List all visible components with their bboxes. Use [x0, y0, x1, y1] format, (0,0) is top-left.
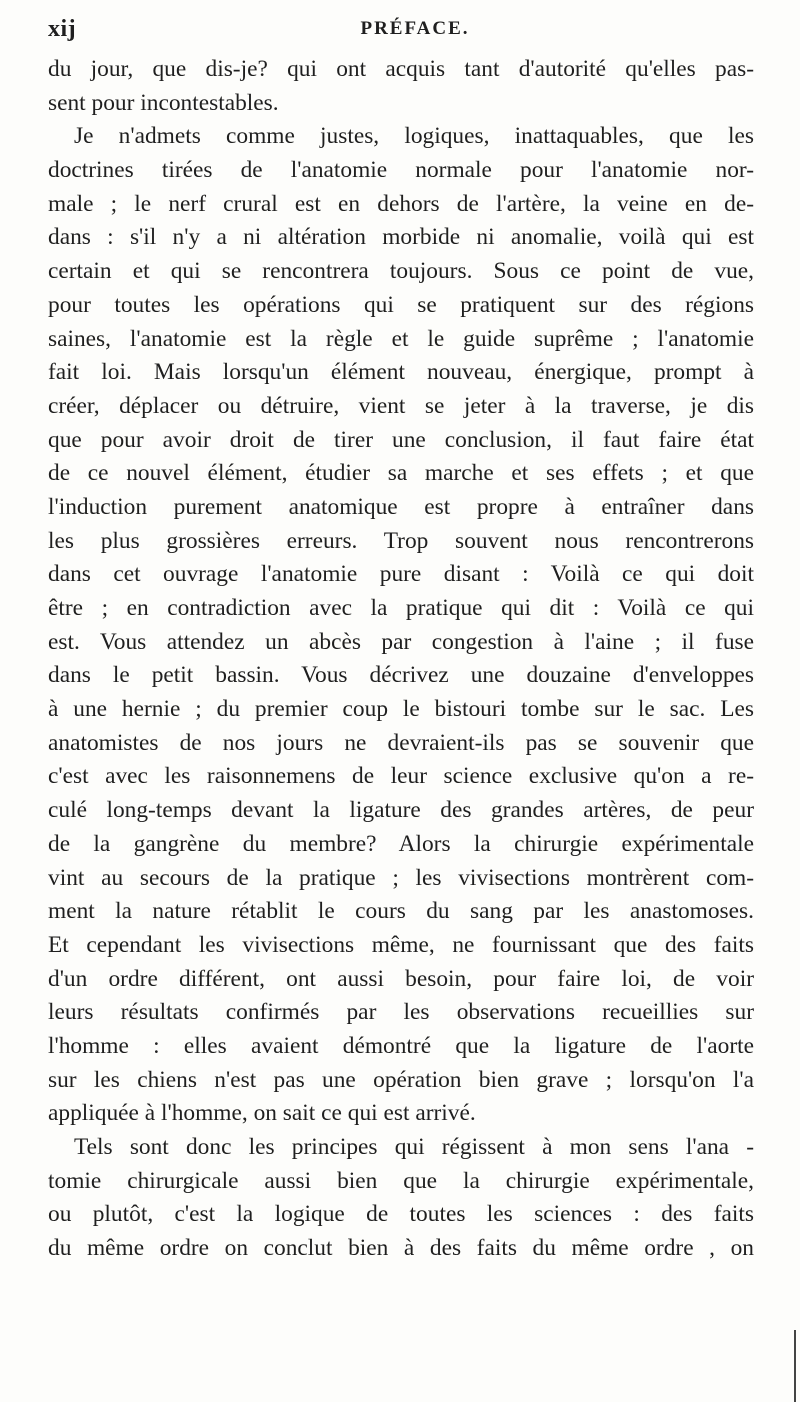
text-line: certain et qui se rencontrera toujours. Sous ce point de vue,	[48, 258, 754, 285]
text-line: dans cet ouvrage l'anatomie pure disant : Voilà ce qui doit	[48, 561, 754, 588]
page-number: xij	[48, 16, 77, 42]
page-header	[48, 16, 752, 52]
text-line: être ; en contradiction avec la pratique qui dit : Voilà ce qui	[48, 595, 754, 621]
text-line: doctrines tirées de l'anatomie normale pour l'anatomie nor-	[48, 157, 754, 184]
text-line: anatomistes de nos jours ne devraient-ils pas se souvenir que	[48, 729, 754, 756]
text-line: Et cependant les vivisections même, ne fournissant que des faits	[48, 931, 754, 958]
text-line: que pour avoir droit de tirer une conclusion, il faut faire état	[48, 426, 754, 453]
text-line: Je n'admets comme justes, logiques, inattaquables, que les	[74, 123, 754, 150]
text-line: ment la nature rétablit le cours du sang par les anastomoses.	[48, 898, 754, 925]
page-edge-mark	[794, 1330, 796, 1402]
text-line: appliquée à l'homme, on sait ce qui est arrivé.	[48, 1100, 476, 1127]
text-line: à une hernie ; du premier coup le bistouri tombe sur le sac. Les	[48, 696, 754, 723]
text-line: saines, l'anatomie est la règle et le guide suprême ; l'anatomie	[48, 325, 754, 352]
text-line: est. Vous attendez un abcès par congestion à l'aine ; il fuse	[48, 628, 754, 655]
text-line: Tels sont donc les principes qui régissent à mon sens l'ana -	[74, 1134, 754, 1160]
text-line: sur les chiens n'est pas une opération bien grave ; lorsqu'on l'a	[48, 1066, 754, 1093]
running-head: PRÉFACE.	[360, 18, 470, 39]
text-line: ou plutôt, c'est la logique de toutes les sciences : des faits	[48, 1201, 754, 1228]
text-line: de la gangrène du membre? Alors la chirurgie expérimentale	[48, 830, 754, 857]
text-line: sent pour incontestables.	[48, 89, 279, 116]
text-line: de ce nouvel élément, étudier sa marche et ses effets ; et que	[48, 460, 754, 487]
text-line: dans : s'il n'y a ni altération morbide ni anomalie, voilà qui est	[48, 224, 754, 251]
text-line: leurs résultats confirmés par les observations recueillies sur	[48, 999, 754, 1026]
text-line: créer, déplacer ou détruire, vient se jeter à la traverse, je dis	[48, 392, 754, 419]
text-line: fait loi. Mais lorsqu'un élément nouveau, énergique, prompt à	[48, 359, 754, 386]
body-text	[48, 53, 754, 1266]
text-line: pour toutes les opérations qui se pratiquent sur des régions	[48, 291, 754, 318]
text-line: vint au secours de la pratique ; les vivisections montrèrent com-	[48, 864, 754, 891]
text-line: dans le petit bassin. Vous décrivez une douzaine d'enveloppes	[48, 662, 754, 689]
text-line: d'un ordre différent, ont aussi besoin, pour faire loi, de voir	[48, 965, 754, 992]
text-line: tomie chirurgicale aussi bien que la chirurgie expérimentale,	[48, 1167, 754, 1194]
text-line: culé long-temps devant la ligature des grandes artères, de peur	[48, 797, 754, 824]
text-line: c'est avec les raisonnemens de leur science exclusive qu'on a re-	[48, 763, 754, 790]
text-line: les plus grossières erreurs. Trop souvent nous rencontrerons	[48, 527, 754, 554]
text-line: du jour, que dis-je? qui ont acquis tant d'autorité qu'elles pas-	[48, 56, 754, 82]
text-line: l'induction purement anatomique est propre à entraîner dans	[48, 493, 754, 520]
text-line: l'homme : elles avaient démontré que la ligature de l'aorte	[48, 1032, 754, 1059]
text-line: male ; le nerf crural est en dehors de l'artère, la veine en de-	[48, 190, 754, 217]
text-line: du même ordre on conclut bien à des faits du même ordre , on	[48, 1235, 754, 1262]
